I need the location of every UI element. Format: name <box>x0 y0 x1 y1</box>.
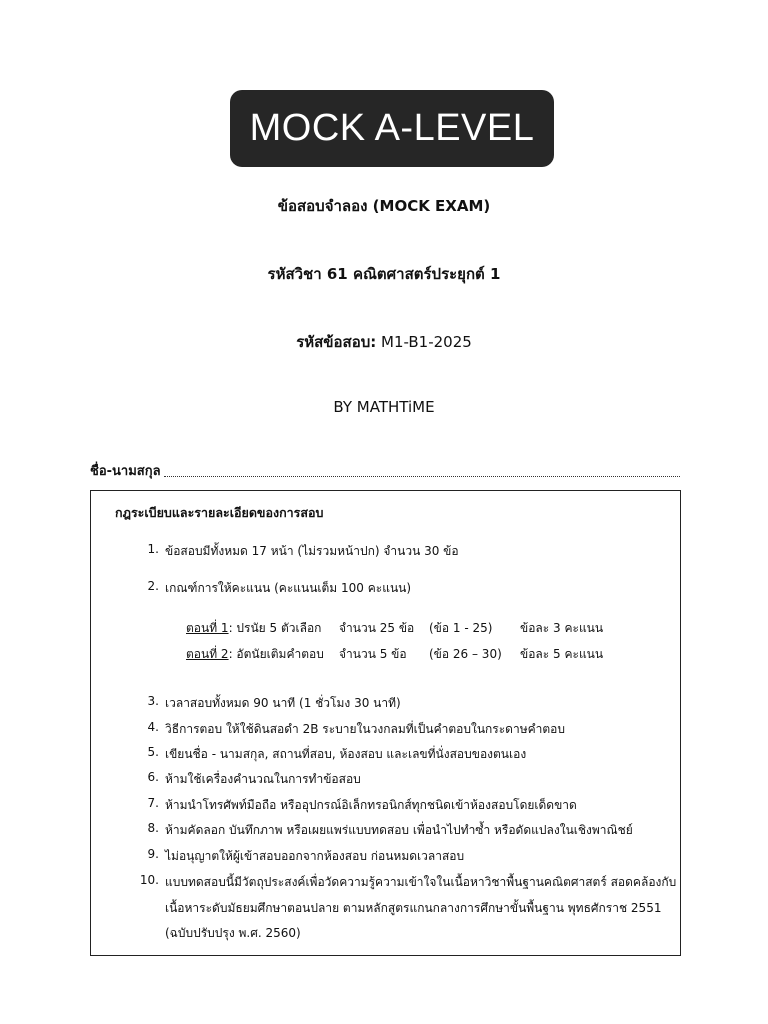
exam-code-label: รหัสข้อสอบ: <box>296 333 377 351</box>
author: BY MATHTiME <box>333 398 435 416</box>
section-row-1: ตอนที่ 1: ปรนัย 5 ตัวเลือก จำนวน 25 ข้อ (ข้อ 1 - 25) ข้อละ 3 คะแนน <box>186 621 604 635</box>
rule-item: 7. ห้ามนำโทรศัพท์มือถือ หรืออุปกรณ์อิเล็กทรอนิกส์ทุกชนิดเข้าห้องสอบโดยเด็ดขาด <box>147 796 577 812</box>
rule-item: 10. แบบทดสอบนี้มีวัตถุประสงค์เพื่อวัดความรู้ความเข้าใจในเนื้อหาวิชาพื้นฐานคณิตศาสตร์ สอดคล้องกับ <box>139 873 677 889</box>
rule-item: 5. เขียนชื่อ - นามสกุล, สถานที่สอบ, ห้องสอบ และเลขที่นั่งสอบของตนเอง <box>147 745 527 761</box>
rules-box <box>90 490 681 956</box>
exam-title: MOCK A-LEVEL <box>249 107 535 149</box>
subject-code: รหัสวิชา 61 คณิตศาสตร์ประยุกต์ 1 <box>267 265 501 283</box>
rule-item: 4. วิธีการตอบ ให้ใช้ดินสอดำ 2B ระบายในวงกลมที่เป็นคำตอบในกระดาษคำตอบ <box>147 720 565 736</box>
rule-item-continuation: (ฉบับปรับปรุง พ.ศ. 2560) <box>165 926 301 940</box>
section-label: ตอนที่ 2 <box>186 647 229 661</box>
rule-item-continuation: เนื้อหาระดับมัธยมศึกษาตอนปลาย ตามหลักสูตรแกนกลางการศึกษาขั้นพื้นฐาน พุทธศักราช 2551 <box>165 901 662 915</box>
rule-item: 6. ห้ามใช้เครื่องคำนวณในการทำข้อสอบ <box>147 770 361 786</box>
name-label: ชื่อ-นามสกุล <box>90 464 161 479</box>
name-dotted-line[interactable] <box>164 475 680 477</box>
section-row-2: ตอนที่ 2: อัตนัยเติมคำตอบ จำนวน 5 ข้อ (ข้อ 26 – 30) ข้อละ 5 คะแนน <box>186 647 604 661</box>
exam-subtitle: ข้อสอบจำลอง (MOCK EXAM) <box>277 197 491 215</box>
name-field <box>90 461 680 481</box>
rule-item: 2. เกณฑ์การให้คะแนน (คะแนนเต็ม 100 คะแนน) <box>147 579 412 595</box>
section-label: ตอนที่ 1 <box>186 621 229 635</box>
rule-item: 9. ไม่อนุญาตให้ผู้เข้าสอบออกจากห้องสอบ ก่อนหมดเวลาสอบ <box>147 847 465 863</box>
rule-item: 1. ข้อสอบมีทั้งหมด 17 หน้า (ไม่รวมหน้าปก) จำนวน 30 ข้อ <box>147 542 459 558</box>
title-banner <box>230 90 554 167</box>
rules-heading: กฎระเบียบและรายละเอียดของการสอบ <box>115 505 324 520</box>
exam-code-value: M1-B1-2025 <box>381 333 472 351</box>
rule-item: 8. ห้ามคัดลอก บันทึกภาพ หรือเผยแพร่แบบทดสอบ เพื่อนำไปทำซ้ำ หรือดัดแปลงในเชิงพาณิชย์ <box>147 821 633 837</box>
rule-item: 3. เวลาสอบทั้งหมด 90 นาที (1 ชั่วโมง 30 นาที) <box>147 694 401 710</box>
exam-code <box>0 330 768 354</box>
